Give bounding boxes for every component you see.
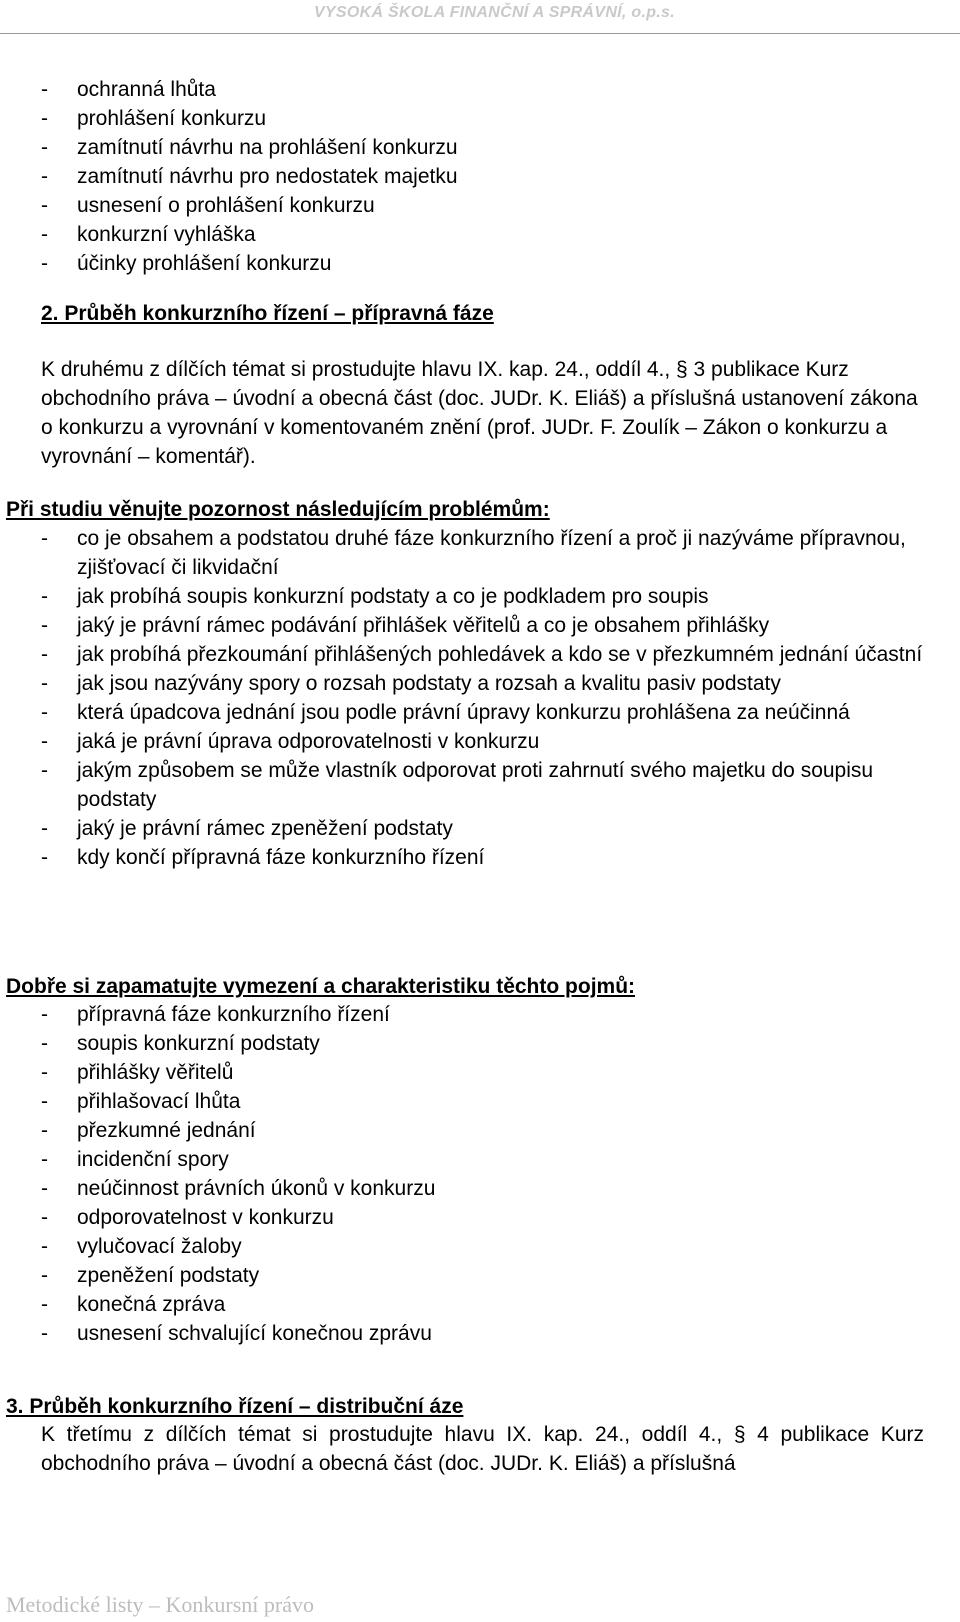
list-item: - přihlášky věřitelů — [41, 1061, 234, 1084]
section2-heading: 2. Průběh konkurzního řízení – přípravná fáze — [41, 302, 494, 325]
list-item: - prohlášení konkurzu — [41, 107, 267, 130]
section2-intro-block — [0, 355, 960, 471]
terms-list — [0, 1000, 960, 1348]
terms-block — [0, 1000, 960, 1348]
list-item: - jak probíhá soupis konkurzní podstaty a co je podkladem pro soupis — [41, 585, 709, 608]
list-item: - jak probíhá přezkoumání přihlášených pohledávek a kdo se v přezkumném jednání účastní — [41, 643, 923, 666]
list-item: - přípravná fáze konkurzního řízení — [41, 1003, 390, 1026]
list-item: - konečná zpráva — [41, 1293, 226, 1316]
terms-heading: Dobře si zapamatujte vymezení a charakteristiku těchto pojmů: — [6, 975, 636, 998]
list-item: - účinky prohlášení konkurzu — [41, 252, 332, 275]
header-rule — [0, 33, 960, 34]
list-item: - jaký je právní rámec zpeněžení podstaty — [41, 817, 453, 840]
list-item: - co je obsahem a podstatou druhé fáze konkurzního řízení a proč ji nazýváme přípravnou, zjišťovací či likvidační — [41, 527, 906, 579]
problems-list — [0, 524, 960, 872]
list-item: - zamítnutí návrhu pro nedostatek majetku — [41, 165, 458, 188]
school-header-title: VYSOKÁ ŠKOLA FINANČNÍ A SPRÁVNÍ, o.p.s. — [313, 4, 675, 21]
section3-heading-block — [0, 1392, 960, 1421]
list-item: - neúčinnost právních úkonů v konkurzu — [41, 1177, 436, 1200]
list-item: - konkurzní vyhláška — [41, 223, 256, 246]
list-item: - jaký je právní rámec podávání přihlášek věřitelů a co je obsahem přihlášky — [41, 614, 770, 637]
list-item: - soupis konkurzní podstaty — [41, 1032, 320, 1055]
list-item: - usnesení schvalující konečnou zprávu — [41, 1322, 432, 1345]
list-item: - jak jsou nazývány spory o rozsah podstaty a rozsah a kvalitu pasiv podstaty — [41, 672, 781, 695]
top-list-block — [0, 75, 960, 278]
list-item: - ochranná lhůta — [41, 78, 216, 101]
list-item: - incidenční spory — [41, 1148, 229, 1171]
section3-intro: K třetímu z dílčích témat si prostudujte hlavu IX. kap. 24., oddíl 4., § 4 publikace Kurz obchodního práva – úvodní a obecná část (doc. JUDr. K. Eliáš) a příslušná — [41, 1423, 924, 1475]
list-item: - zpeněžení podstaty — [41, 1264, 260, 1287]
list-item: - vylučovací žaloby — [41, 1235, 242, 1258]
list-item: - zamítnutí návrhu na prohlášení konkurzu — [41, 136, 458, 159]
list-item: - jakým způsobem se může vlastník odporovat proti zahrnutí svého majetku do soupisu podstaty — [41, 759, 874, 811]
section2-heading-block — [0, 299, 960, 328]
footer-text: Metodické listy – Konkursní právo — [6, 1592, 314, 1617]
list-item: - odporovatelnost v konkurzu — [41, 1206, 334, 1229]
problems-heading: Při studiu věnujte pozornost následujícím problémům: — [6, 498, 550, 521]
section3-intro-block — [0, 1420, 960, 1478]
list-item: - přihlašovací lhůta — [41, 1090, 241, 1113]
list-item: - přezkumné jednání — [41, 1119, 256, 1142]
list-item: - která úpadcova jednání jsou podle právní úpravy konkurzu prohlášena za neúčinná — [41, 701, 850, 724]
problems-heading-block — [0, 495, 960, 524]
section3-heading: 3. Průběh konkurzního řízení – distribuční áze — [6, 1395, 464, 1418]
list-item: - usnesení o prohlášení konkurzu — [41, 194, 375, 217]
terms-heading-block — [0, 972, 960, 1001]
problems-block — [0, 524, 960, 872]
section2-intro: K druhému z dílčích témat si prostudujte hlavu IX. kap. 24., oddíl 4., § 3 publikace Kurz obchodního práva – úvodní a obecná část (doc. JUDr. K. Eliáš) a příslušná ustanovení zákona o konkurzu a vyrovnání v komentovaném znění (prof. JUDr. F. Zoulík – Zákon o konkurzu a vyrovnání – komentář). — [41, 358, 918, 468]
list-item: - kdy končí přípravná fáze konkurzního řízení — [41, 846, 485, 869]
list-item: - jaká je právní úprava odporovatelnosti v konkurzu — [41, 730, 540, 753]
top-list — [0, 75, 960, 278]
